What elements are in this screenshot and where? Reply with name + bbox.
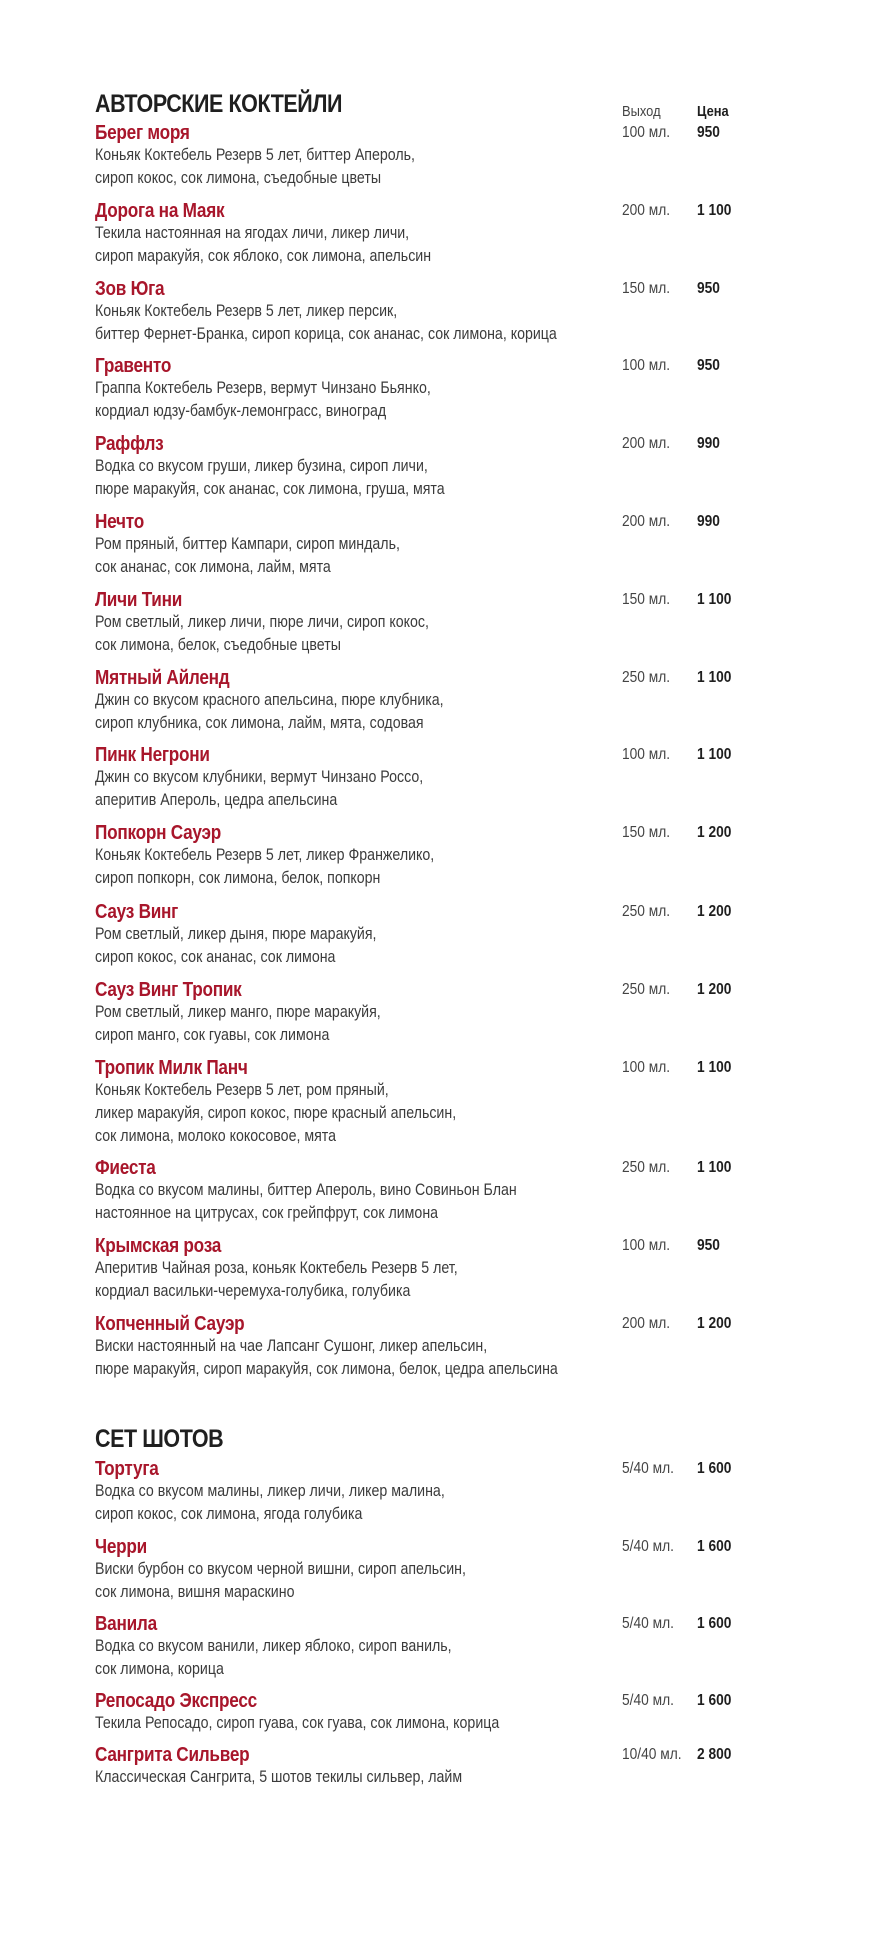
item-description-line: сок лимона, корица [95,1660,224,1678]
item-description-line: аперитив Апероль, цедра апельсина [95,791,338,809]
column-header-price: Цена [697,103,729,120]
item-name: Сауз Винг Тропик [95,979,242,1001]
item-name: Черри [95,1536,147,1558]
item-volume: 5/40 мл. [622,1692,674,1709]
item-price: 2 800 [697,1746,732,1763]
item-description-line: сироп клубника, сок лимона, лайм, мята, содовая [95,714,424,732]
menu-item [95,1613,745,1681]
item-description-line: кордиал васильки-черемуха-голубика, голубика [95,1282,411,1300]
item-price: 950 [697,1237,720,1254]
item-description-line: Ром светлый, ликер дыня, пюре маракуйя, [95,925,377,943]
item-description-line: Водка со вкусом ванили, ликер яблоко, сироп ваниль, [95,1637,452,1655]
item-volume: 10/40 мл. [622,1746,682,1763]
item-description-line: кордиал юдзу-бамбук-лемонграсс, виноград [95,402,387,420]
item-description-line: Коньяк Коктебель Резерв 5 лет, биттер Апероль, [95,146,415,164]
item-description-line: сок лимона, вишня мараскино [95,1583,295,1601]
item-price: 1 100 [697,669,732,686]
item-volume: 250 мл. [622,669,671,686]
item-description-line: ликер маракуйя, сироп кокос, пюре красный апельсин, [95,1104,457,1122]
menu-item [95,1536,745,1604]
menu-item [95,901,745,969]
item-price: 1 200 [697,1315,732,1332]
item-volume: 100 мл. [622,746,671,763]
item-description-line: пюре маракуйя, сироп маракуйя, сок лимона, белок, цедра апельсина [95,1360,558,1378]
item-description-line: Коньяк Коктебель Резерв 5 лет, ром пряный, [95,1081,389,1099]
item-name: Мятный Айленд [95,667,230,689]
menu-item [95,355,745,423]
item-price: 1 100 [697,202,732,219]
item-volume: 100 мл. [622,357,671,374]
item-description-line: Граппа Коктебель Резерв, вермут Чинзано Бьянко, [95,379,431,397]
menu-item [95,511,745,579]
item-description-line: сироп манго, сок гуавы, сок лимона [95,1026,330,1044]
item-volume: 150 мл. [622,591,671,608]
menu-item [95,1744,745,1789]
item-volume: 5/40 мл. [622,1460,674,1477]
menu-item [95,1057,745,1148]
item-price: 950 [697,280,720,297]
item-description-line: сироп маракуйя, сок яблоко, сок лимона, апельсин [95,247,432,265]
item-volume: 200 мл. [622,202,671,219]
item-price: 1 600 [697,1692,732,1709]
item-volume: 150 мл. [622,280,671,297]
item-price: 950 [697,124,720,141]
column-header-volume: Выход [622,103,661,120]
menu-item [95,1313,745,1381]
item-description-line: сок ананас, сок лимона, лайм, мята [95,558,331,576]
item-name: Фиеста [95,1157,156,1179]
item-name: Берег моря [95,122,190,144]
menu-item [95,1157,745,1225]
item-price: 1 100 [697,1159,732,1176]
menu-item [95,822,745,890]
item-description-line: Водка со вкусом малины, биттер Апероль, вино Совиньон Блан [95,1181,517,1199]
item-price: 1 100 [697,1059,732,1076]
item-price: 1 100 [697,591,732,608]
section-title-signature-cocktails: АВТОРСКИЕ КОКТЕЙЛИ [95,90,343,118]
menu-item [95,1690,745,1735]
item-name: Тропик Милк Панч [95,1057,248,1079]
item-price: 1 200 [697,824,732,841]
section-title-shot-sets: СЕТ ШОТОВ [95,1425,224,1453]
item-name: Пинк Негрони [95,744,210,766]
item-description-line: Ром светлый, ликер манго, пюре маракуйя, [95,1003,381,1021]
item-name: Крымская роза [95,1235,222,1257]
item-description-line: Водка со вкусом груши, ликер бузина, сироп личи, [95,457,428,475]
item-name: Ванила [95,1613,157,1635]
item-name: Раффлз [95,433,164,455]
item-name: Нечто [95,511,144,533]
item-name: Дорога на Маяк [95,200,225,222]
item-description-line: Джин со вкусом клубники, вермут Чинзано Россо, [95,768,424,786]
item-description-line: Водка со вкусом малины, ликер личи, ликер малина, [95,1482,445,1500]
item-volume: 200 мл. [622,513,671,530]
item-description-line: сироп кокос, сок лимона, ягода голубика [95,1505,363,1523]
item-description-line: сок лимона, молоко кокосовое, мята [95,1127,337,1145]
item-description-line: Виски бурбон со вкусом черной вишни, сироп апельсин, [95,1560,466,1578]
item-description-line: сок лимона, белок, съедобные цветы [95,636,341,654]
menu-item [95,278,745,346]
item-price: 950 [697,357,720,374]
item-description-line: сироп кокос, сок ананас, сок лимона [95,948,336,966]
item-volume: 100 мл. [622,124,671,141]
item-description-line: Коньяк Коктебель Резерв 5 лет, ликер Франжелико, [95,846,435,864]
item-price: 1 100 [697,746,732,763]
item-name: Личи Тини [95,589,183,611]
item-volume: 250 мл. [622,1159,671,1176]
item-volume: 5/40 мл. [622,1615,674,1632]
item-price: 1 600 [697,1460,732,1477]
item-description-line: настоянное на цитрусах, сок грейпфрут, сок лимона [95,1204,439,1222]
item-name: Сангрита Сильвер [95,1744,250,1766]
item-name: Сауз Винг [95,901,179,923]
menu-item [95,122,745,190]
item-volume: 100 мл. [622,1059,671,1076]
item-description-line: биттер Фернет-Бранка, сироп корица, сок ананас, сок лимона, корица [95,325,557,343]
item-description-line: сироп попкорн, сок лимона, белок, попкорн [95,869,381,887]
item-volume: 100 мл. [622,1237,671,1254]
item-name: Зов Юга [95,278,165,300]
item-name: Тортуга [95,1458,159,1480]
item-name: Репосадо Экспресс [95,1690,257,1712]
item-description-line: Ром пряный, биттер Кампари, сироп миндаль, [95,535,400,553]
item-volume: 250 мл. [622,903,671,920]
menu-item [95,433,745,501]
item-description-line: Виски настоянный на чае Лапсанг Сушонг, ликер апельсин, [95,1337,488,1355]
item-description-line: Классическая Сангрита, 5 шотов текилы сильвер, лайм [95,1768,463,1786]
menu-item [95,200,745,268]
item-price: 990 [697,513,720,530]
menu-item [95,1235,745,1303]
item-volume: 150 мл. [622,824,671,841]
item-description-line: Джин со вкусом красного апельсина, пюре клубника, [95,691,444,709]
item-price: 990 [697,435,720,452]
menu-item [95,589,745,657]
menu-item [95,744,745,812]
item-price: 1 200 [697,981,732,998]
menu-item [95,1458,745,1526]
item-name: Копченный Сауэр [95,1313,245,1335]
item-price: 1 600 [697,1538,732,1555]
item-volume: 250 мл. [622,981,671,998]
item-description-line: пюре маракуйя, сок ананас, сок лимона, груша, мята [95,480,445,498]
item-name: Гравенто [95,355,172,377]
item-description-line: Аперитив Чайная роза, коньяк Коктебель Резерв 5 лет, [95,1259,458,1277]
item-name: Попкорн Сауэр [95,822,222,844]
menu-item [95,979,745,1047]
item-volume: 200 мл. [622,435,671,452]
item-volume: 5/40 мл. [622,1538,674,1555]
menu-item [95,667,745,735]
item-description-line: сироп кокос, сок лимона, съедобные цветы [95,169,382,187]
item-description-line: Коньяк Коктебель Резерв 5 лет, ликер персик, [95,302,398,320]
item-price: 1 200 [697,903,732,920]
item-volume: 200 мл. [622,1315,671,1332]
item-price: 1 600 [697,1615,732,1632]
item-description-line: Ром светлый, ликер личи, пюре личи, сироп кокос, [95,613,429,631]
item-description-line: Текила Репосадо, сироп гуава, сок гуава, сок лимона, корица [95,1714,500,1732]
item-description-line: Текила настоянная на ягодах личи, ликер личи, [95,224,410,242]
